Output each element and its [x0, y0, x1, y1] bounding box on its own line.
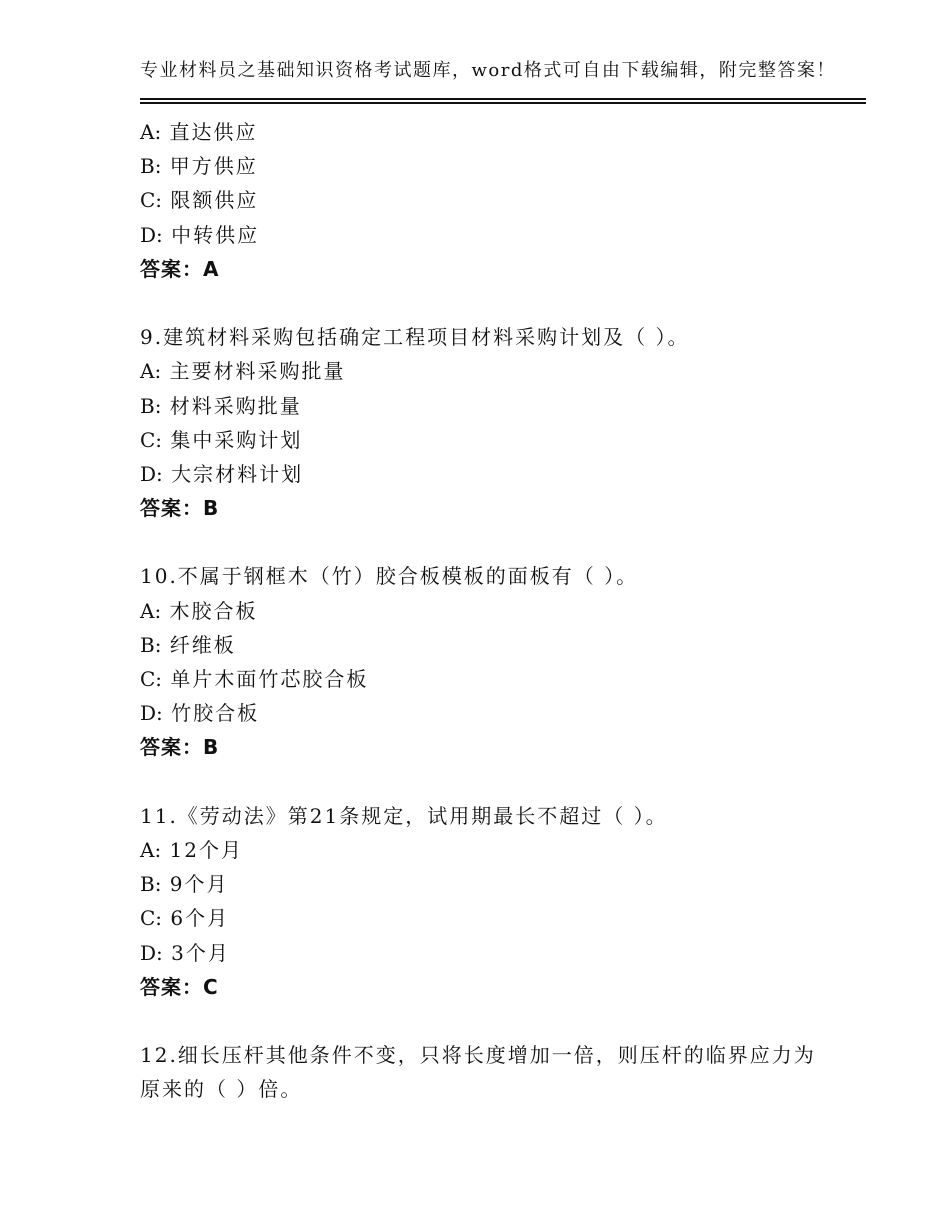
- spacer: [140, 286, 866, 320]
- option-b: B: 纤维板: [140, 632, 236, 657]
- question-stem: 10.不属于钢框木（竹）胶合板模板的面板有（ ）。: [140, 564, 639, 589]
- question-stem: 11.《劳动法》第21条规定，试用期最长不超过（ ）。: [140, 803, 668, 828]
- header-rule-bottom: [140, 102, 866, 104]
- option-d: D: 3个月: [140, 940, 230, 965]
- option-a: A: 直达供应: [140, 120, 258, 144]
- answer-line: 答案：C: [140, 974, 219, 999]
- spacer: [140, 525, 866, 559]
- option-d: D: 竹胶合板: [140, 701, 260, 726]
- option-a: A: 12个月: [140, 837, 243, 862]
- option-b: B: 甲方供应: [140, 154, 258, 179]
- option-c: C: 6个月: [140, 906, 230, 931]
- option-b: B: 材料采购批量: [140, 393, 302, 418]
- option-c: C: 单片木面竹芯胶合板: [140, 667, 369, 691]
- option-d: D: 中转供应: [140, 222, 260, 247]
- option-c: C: 集中采购计划: [140, 427, 303, 452]
- page-header: 专业材料员之基础知识资格考试题库，word格式可自由下载编辑，附完整答案！: [140, 60, 836, 81]
- spacer: [140, 1004, 866, 1038]
- answer-line: 答案：B: [140, 496, 220, 521]
- option-a: A: 主要材料采购批量: [140, 359, 346, 384]
- question-stem: 9.建筑材料采购包括确定工程项目材料采购计划及（ ）。: [140, 325, 690, 350]
- answer-line: 答案：A: [140, 256, 220, 281]
- option-c: C: 限额供应: [140, 188, 259, 213]
- header-rule-top: [140, 98, 866, 100]
- question-stem-line-1: 12.细长压杆其他条件不变，只将长度增加一倍，则压杆的临界应力为: [140, 1043, 816, 1068]
- option-b: B: 9个月: [140, 872, 229, 897]
- spacer: [140, 765, 866, 799]
- option-a: A: 木胶合板: [140, 598, 258, 623]
- question-stem-line-2: 原来的（ ）倍。: [140, 1077, 303, 1102]
- option-d: D: 大宗材料计划: [140, 461, 304, 486]
- answer-line: 答案：B: [140, 735, 220, 760]
- question-content: [140, 115, 866, 1106]
